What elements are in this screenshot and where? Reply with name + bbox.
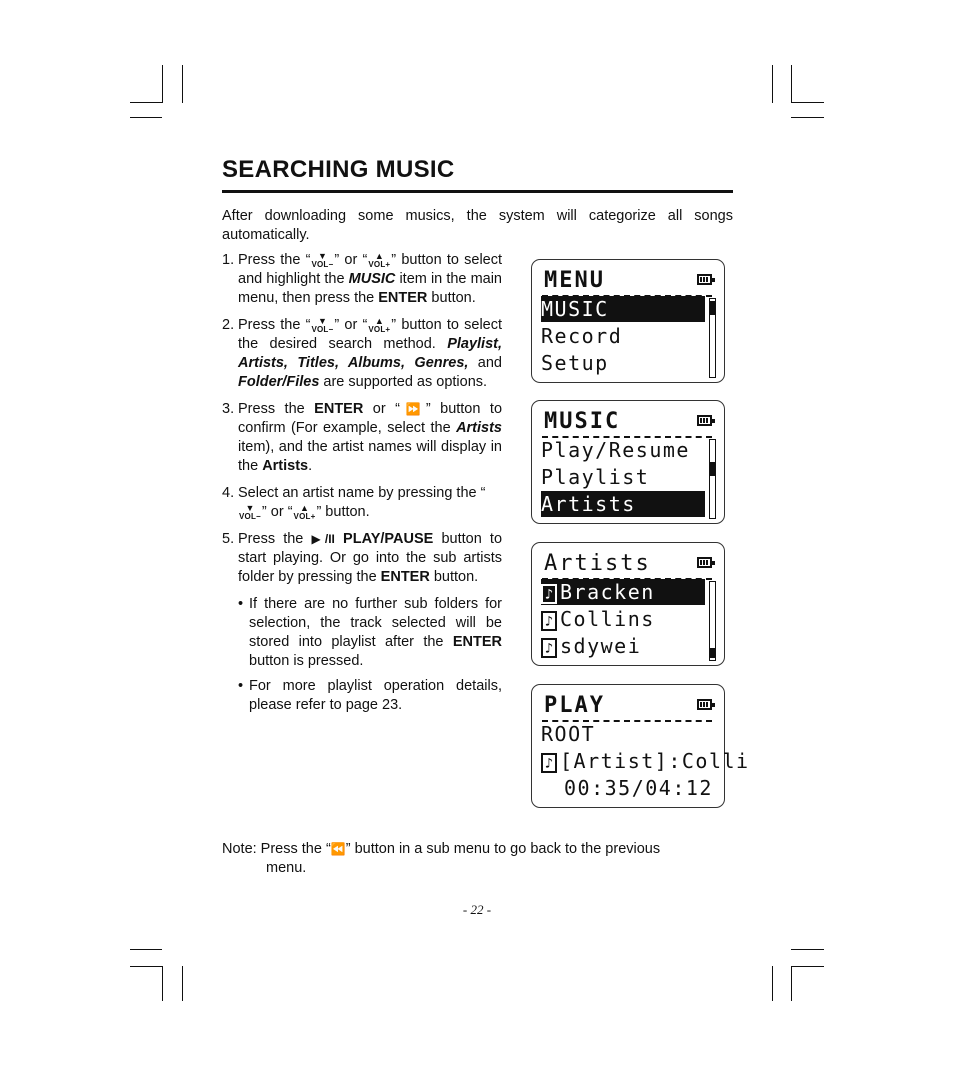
lcd-scrollbar [709, 439, 716, 519]
bullet-text: For more playlist operation details, please refer to page 23. [249, 678, 502, 713]
battery-icon [697, 415, 712, 426]
text: If there are no further sub folders for selection, the track selected will be stored into playlist after the [249, 596, 502, 650]
key-label: VOL− [311, 324, 334, 334]
crop-mark [130, 102, 162, 103]
step-text [238, 530, 502, 587]
crop-mark [791, 65, 792, 103]
up-triangle-icon: ▲ [374, 250, 384, 261]
text: . [308, 458, 313, 474]
text: button is pressed. [249, 653, 364, 669]
lcd-screen-artists [531, 542, 725, 666]
step-4 [222, 484, 502, 522]
text: ” button to confirm (For example, select the [238, 401, 503, 436]
text: button to start playing. Or go into the sub artists folder by pressing the [238, 531, 503, 585]
lcd-row: Playlist [541, 465, 650, 489]
battery-icon [697, 274, 712, 285]
lcd-row [541, 633, 705, 659]
lcd-row: Play/Resume [541, 438, 690, 462]
text: Note: Press the “ [222, 841, 331, 857]
bullet-2 [238, 677, 502, 715]
battery-icon [697, 557, 712, 568]
emphasis: Artists [262, 458, 309, 474]
text: are supported as options. [319, 374, 488, 390]
crop-mark [791, 966, 792, 1001]
text: button. [427, 290, 476, 306]
step-1 [222, 251, 502, 308]
lcd-row [541, 606, 705, 632]
bullet-1 [238, 595, 502, 671]
vol-down-key-icon [311, 317, 333, 334]
lcd-header: Artists [544, 551, 651, 576]
text: ” button to select the desired search method. [238, 317, 503, 352]
lcd-scrollbar [709, 298, 716, 378]
lcd-screen-play [531, 684, 750, 808]
bullet-dot: • [238, 596, 244, 612]
up-triangle-icon: ▲ [300, 502, 309, 513]
title-underline [222, 190, 733, 193]
emphasis: ENTER [314, 401, 364, 417]
text: ” or “ [261, 504, 293, 520]
text: Press the “ [238, 252, 311, 268]
step-2 [222, 316, 502, 392]
text: and [468, 355, 502, 371]
vol-up-key-icon [368, 317, 390, 334]
note-second-line: menu. [266, 860, 307, 876]
step-text [238, 400, 502, 476]
lcd-time: 00:35/04:12 [564, 776, 713, 800]
lcd-row-text: sdywei [560, 634, 642, 658]
emphasis: ENTER [378, 290, 428, 306]
lcd-scrollbar [709, 581, 716, 661]
music-note-icon: ♪ [541, 753, 557, 773]
emphasis: Playlist, Artists, Titles, Albums, Genres, [238, 336, 502, 371]
music-note-icon: ♪ [541, 584, 557, 604]
down-triangle-icon: ▼ [317, 250, 327, 261]
crop-mark [130, 966, 162, 967]
down-triangle-icon: ▼ [317, 315, 327, 326]
crop-mark [791, 102, 824, 103]
emphasis: PLAY/PAUSE [343, 531, 434, 547]
note-first-line [222, 840, 733, 859]
crop-mark [130, 117, 162, 118]
lcd-row-text: Bracken [560, 580, 655, 604]
lcd-header: MUSIC [544, 409, 621, 434]
play-pause-icon: ▶/II [311, 532, 335, 546]
step-number: 4. [222, 485, 235, 501]
step-number: 2. [222, 317, 235, 333]
lcd-header: PLAY [544, 693, 605, 718]
music-note-icon: ♪ [541, 638, 557, 658]
text: button. [429, 569, 479, 585]
crop-mark [791, 949, 824, 950]
emphasis: Folder/Files [238, 374, 320, 390]
lcd-row: Record [541, 324, 623, 348]
music-note-icon: ♪ [541, 611, 557, 631]
vol-up-key-icon [368, 252, 390, 269]
emphasis: Artists [456, 420, 502, 436]
text: Select an artist name by pressing the “ [238, 485, 486, 501]
text: ” button. [316, 504, 370, 520]
bullet-dot: • [238, 678, 244, 694]
key-label: VOL+ [293, 511, 316, 521]
step-text [238, 316, 502, 392]
text: item), and the artist names will display in the [238, 439, 502, 474]
crop-mark [162, 65, 163, 103]
text: ” or “ [334, 317, 368, 333]
crop-mark [130, 949, 162, 950]
lcd-row [541, 748, 750, 774]
step-3 [222, 400, 502, 476]
page-title: SEARCHING MUSIC [222, 156, 455, 183]
step-number: 3. [222, 401, 235, 417]
crop-mark [772, 65, 773, 103]
note-paragraph [222, 840, 733, 878]
step-5 [222, 530, 502, 587]
text: ” button in a sub menu to go back to the previous [345, 841, 661, 857]
crop-mark [772, 966, 773, 1001]
back-icon: ⏪ [330, 842, 346, 856]
crop-mark [162, 966, 163, 1001]
lcd-row-text: Collins [560, 607, 655, 631]
crop-mark [182, 966, 183, 1001]
steps-list [222, 251, 502, 721]
text: or “ [363, 401, 400, 417]
emphasis: ENTER [452, 634, 502, 650]
lcd-row-selected [541, 579, 705, 605]
sub-bullets [238, 595, 502, 715]
down-triangle-icon: ▼ [245, 502, 255, 513]
bullet-text [249, 595, 502, 671]
lcd-row-selected: MUSIC [541, 296, 705, 322]
key-label: VOL+ [368, 259, 391, 269]
up-triangle-icon: ▲ [374, 315, 384, 326]
crop-mark [182, 65, 183, 103]
key-label: VOL− [239, 511, 261, 521]
text: Press the “ [238, 317, 311, 333]
lcd-row-text: [Artist]:Colli [560, 749, 750, 773]
crop-mark [791, 966, 824, 967]
vol-down-key-icon [311, 252, 333, 269]
step-text [238, 484, 502, 522]
lcd-row: Setup [541, 351, 609, 375]
intro-paragraph: After downloading some musics, the system will categorize all songs automatically. [222, 208, 733, 243]
battery-icon [697, 699, 712, 710]
lcd-screen-music [531, 400, 725, 524]
page-number: - 22 - [462, 902, 492, 917]
emphasis: ENTER [380, 569, 430, 585]
text: ” button to select and highlight the [238, 252, 503, 287]
crop-mark [791, 117, 824, 118]
vol-down-key-icon [239, 504, 261, 521]
step-text [238, 251, 502, 308]
key-label: VOL− [311, 259, 334, 269]
lcd-screen-menu [531, 259, 725, 383]
lcd-row: ROOT [541, 722, 596, 746]
key-label: VOL+ [368, 324, 391, 334]
step-number: 1. [222, 252, 235, 268]
text: ” or “ [334, 252, 368, 268]
text: item in the main menu, then press the [238, 271, 502, 306]
step-number: 5. [222, 531, 235, 547]
lcd-row-selected: Artists [541, 491, 705, 517]
emphasis: MUSIC [348, 271, 396, 287]
text: Press the [238, 401, 315, 417]
vol-up-key-icon [294, 504, 316, 521]
lcd-header: MENU [544, 268, 605, 293]
text: Press the [238, 531, 312, 547]
forward-icon: ⏩ [400, 402, 426, 416]
